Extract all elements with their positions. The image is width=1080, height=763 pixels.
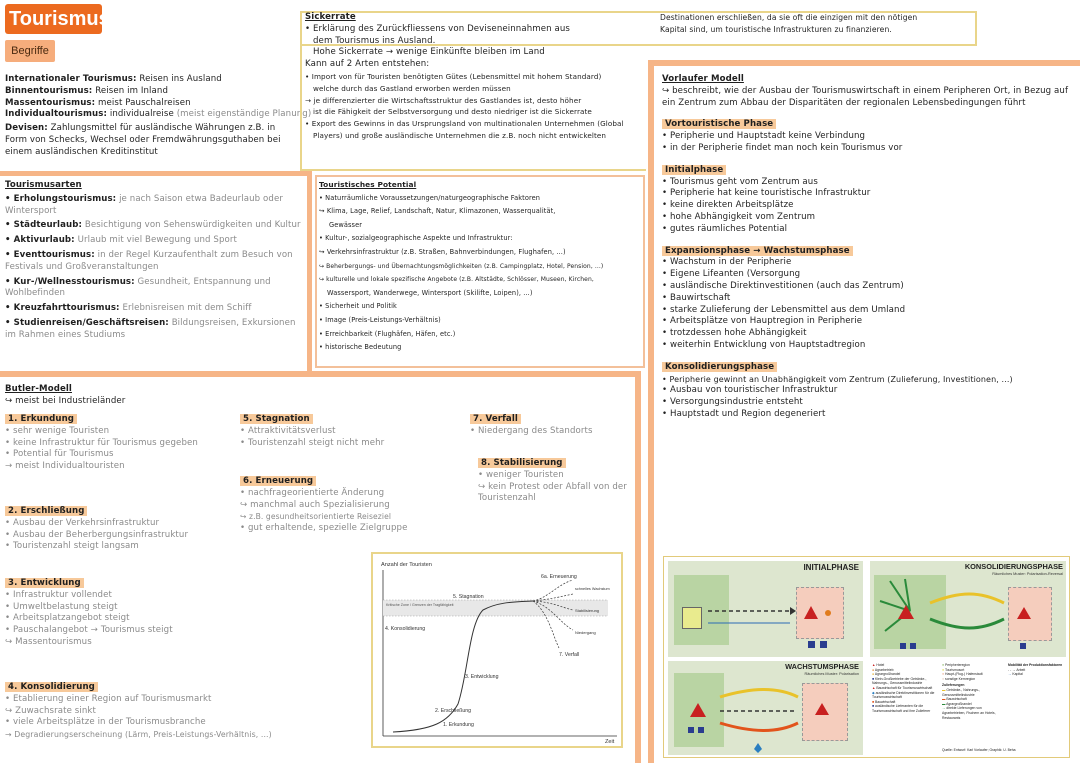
divider xyxy=(307,171,312,371)
map-panel-title: INITIALPHASE xyxy=(803,563,859,572)
phase-item: • Peripherie und Hauptstadt keine Verbindung xyxy=(662,131,866,142)
potential-heading: Touristisches Potential xyxy=(319,180,417,189)
potential-section xyxy=(319,178,643,355)
legend-item: ▬ Getränke-, Nahrungs-, Genussmittelindustrie xyxy=(942,687,981,697)
legend-item: ▲ Hotel xyxy=(872,663,885,667)
industry-marker xyxy=(688,727,694,733)
phase-block xyxy=(662,119,1072,154)
stage-heading: 2. Erschließung xyxy=(5,506,87,516)
sickerrate-line: • Erklärung des Zurückfliessens von Deviseneinnahmen aus xyxy=(305,23,570,34)
phase-item: • Arbeitsplätze von Hauptregion in Peripherie xyxy=(662,316,863,327)
divider xyxy=(635,371,641,763)
legend-left xyxy=(872,663,938,714)
sickerrate-line: ist die Fähigkeit der Selbstversorgung und desto niedriger ist die Sickerrate xyxy=(313,107,592,117)
sickerrate-heading: Sickerrate xyxy=(305,12,356,22)
potential-line: • historische Bedeutung xyxy=(319,343,402,352)
stage-item: • Etablierung einer Region auf Tourismusmarkt xyxy=(5,693,212,704)
potential-line: • Kultur-, sozialgeographische Aspekte und Infrastruktur: xyxy=(319,234,513,243)
phase-item: • Peripherie hat keine touristische Infrastruktur xyxy=(662,188,871,199)
stage-item: • Ausbau der Beherbergungsinfrastruktur xyxy=(5,529,189,540)
tourismusart-item: • Städteurlaub: Besichtigung von Sehenswürdigkeiten und Kultur xyxy=(5,220,301,231)
stage-heading: 1. Erkundung xyxy=(5,414,77,424)
sickerrate-section xyxy=(305,12,645,142)
stage-item: • Ausbau der Verkehrsinfrastruktur xyxy=(5,517,160,528)
butler-stage xyxy=(470,414,632,438)
agrar-marker xyxy=(825,610,831,616)
stage-item: • Touristenzahl steigt langsam xyxy=(5,541,139,552)
map-panel-initial xyxy=(668,561,863,657)
stage-heading: 7. Verfall xyxy=(470,414,521,424)
phase-heading: Expansionsphase → Wachstumsphase xyxy=(662,246,853,256)
map-flow-konsolidierung xyxy=(870,561,1066,657)
phase-item: • ausländische Direktinvestitionen (auch das Zentrum) xyxy=(662,280,904,291)
chart-branch-label: schnelles Wachstum xyxy=(575,587,610,591)
butler-stage xyxy=(5,414,240,473)
phase-item: • starke Zulieferung der Lebensmittel aus dem Umland xyxy=(662,304,906,315)
tourismusart-item: • Eventtourismus: in der Regel Kurzaufenthalt zum Besuch von Festivals und Großveranstaltungen xyxy=(5,249,293,272)
sickerrate-line: dem Tourismus ins Ausland. xyxy=(313,35,436,46)
stage-item: • nachfrageorientierte Änderung xyxy=(240,487,385,498)
stage-item: • Attraktivitätsverlust xyxy=(240,425,336,436)
sickerrate-continued xyxy=(660,12,972,36)
divider xyxy=(0,371,640,377)
stage-item: • gut erhaltende, spezielle Zielgruppe xyxy=(240,523,408,534)
sickerrate-line: → je differenzierter die Wirtschaftsstruktur des Gastlandes ist, desto höher xyxy=(305,95,582,105)
butler-chart-frame xyxy=(371,552,623,748)
phase-block xyxy=(662,362,1072,421)
map-panel-konsolidierung xyxy=(870,561,1066,657)
map-panel-subtitle: Räumliches Muster: Polarisation-Reversal xyxy=(992,572,1063,576)
stage-item: • Pauschalangebot → Tourismus steigt xyxy=(5,625,173,636)
stage-heading: 6. Erneuerung xyxy=(240,476,316,486)
stage-item: • keine Infrastruktur für Tourismus gegeben xyxy=(5,437,198,448)
legend-item: Zulieferungen xyxy=(942,683,965,688)
sickerrate-line: • Export des Gewinns in das Ursprungsland von multinationalen Unternehmen (Global xyxy=(305,119,624,129)
vorlaufer-section xyxy=(662,74,1072,421)
stage-item: ↪ Massentourismus xyxy=(5,636,92,647)
phase-item: • Eigene Lifeanten (Versorgung xyxy=(662,269,801,280)
arrowhead xyxy=(790,607,796,615)
legend-item: → direkte Lieferungen von Agrarbetrieben, Fischern an Hotels, Restaurants xyxy=(942,706,996,720)
butler-heading: Butler-Modell xyxy=(5,384,72,394)
sickerrate-line: Hohe Sickerrate → wenige Einkünfte bleiben im Land xyxy=(313,47,545,58)
tourismusart-item: • Kreuzfahrttourismus: Erlebnisreisen mit dem Schiff xyxy=(5,303,252,314)
butler-sub: ↪ meist bei Industrieländer xyxy=(5,395,126,406)
vorlaufer-heading: Vorlaufer Modell xyxy=(662,74,744,84)
stage-item: • Touristenzahl steigt nicht mehr xyxy=(240,437,385,448)
legend-right xyxy=(1008,663,1064,677)
chart-xlabel: Zeit xyxy=(605,739,615,745)
investment-marker xyxy=(754,743,762,753)
stage-item: → meist Individualtouristen xyxy=(5,461,125,472)
legend-mid xyxy=(942,663,1004,720)
phase-item: • in der Peripherie findet man noch kein Tourismus vor xyxy=(662,142,903,153)
local-supply-arrows xyxy=(880,579,910,631)
critical-zone-label: Kritische Zone / Grenzen der Tragfähigkeit xyxy=(386,603,454,607)
legend-item: ● Agrargroßhandel xyxy=(872,672,901,677)
stage-item: • Umweltbelastung steigt xyxy=(5,601,118,612)
sickerrate-line: Kann auf 2 Arten entstehen: xyxy=(305,59,430,70)
map-panel-subtitle: Räumliches Muster: Polarisation xyxy=(804,672,859,676)
legend-item: ■ Peripherieregion xyxy=(942,663,970,667)
stage-item: • Arbeitsplatzangebot steigt xyxy=(5,613,130,624)
tourismusart-item: • Studienreisen/Geschäftsreisen: Bildungsreisen, Exkursionen im Rahmen eines Studiums xyxy=(5,317,296,340)
legend-item: Mobilität der Produktionsfaktoren xyxy=(1008,663,1063,667)
chart-stage-label: 2. Erschließung xyxy=(435,708,472,714)
map-panel-title: WACHSTUMSPHASE xyxy=(785,662,859,671)
stage-heading: 3. Entwicklung xyxy=(5,578,84,588)
industry-marker xyxy=(910,643,916,649)
begriff-item: Devisen: Zahlungsmittel für ausländische Währungen z.B. in Form von Schecks, Wechsel oder Fremdwährungsguthaben bei einem ausländischen Kreditinstitut xyxy=(5,123,281,157)
phase-item: • Versorgungsindustrie entsteht xyxy=(662,397,803,408)
divider xyxy=(648,60,1080,66)
divider xyxy=(0,171,312,176)
supply-arrow xyxy=(720,690,798,698)
legend-item: ● Agrarbetrieb xyxy=(872,667,894,672)
phase-item: • hohe Abhängigkeit vom Zentrum xyxy=(662,211,816,222)
legend-item: ■ sonstige Kernregion xyxy=(942,676,976,681)
stage-heading: 8. Stabilisierung xyxy=(478,458,566,468)
phase-block xyxy=(662,246,1072,352)
legend-item: ▬ Agrargroßhandel xyxy=(942,701,972,706)
chart-stage-label: Niedergang xyxy=(575,630,596,635)
branch-erneuerung xyxy=(533,580,573,601)
legend-item: ◆ ausländische Direktinvestitionen für die Tourismuswirtschaft xyxy=(872,690,935,700)
chart-stage-label: 7. Verfall xyxy=(559,652,580,658)
tourismusarten-heading: Tourismusarten xyxy=(5,180,82,190)
phase-item: • Hauptstadt und Region degeneriert xyxy=(662,408,826,419)
hotel-marker xyxy=(1017,607,1031,619)
hotel-marker xyxy=(690,703,706,717)
phase-item: • Ausbau von touristischer Infrastruktur xyxy=(662,385,838,396)
butler-stage xyxy=(478,458,633,505)
stage-item: ↪ z.B. gesundheitsorientierte Reiseziel xyxy=(240,512,392,522)
vorlaufer-intro: ↪ beschreibt, wie der Ausbau der Tourismuswirtschaft in einem Peripheren Ort, in Bezug auf ein Zentrum zum Abbau der Disparitäten der regionalen Lebensbedingungen führt xyxy=(662,85,1069,108)
industry-marker xyxy=(1020,643,1026,649)
butler-stage xyxy=(240,414,460,449)
sickerrate-line: Players) und große ausländische Unternehmen die z.B. noch nicht entwickelten xyxy=(313,130,607,140)
phase-item: • weiterhin Entwicklung von Hauptstadtregion xyxy=(662,339,866,350)
tourismusart-item: • Kur-/Wellnesstourismus: Gesundheit, Entspannung und Wohlbefinden xyxy=(5,276,271,299)
industry-marker xyxy=(900,643,906,649)
butler-stage xyxy=(5,506,240,553)
supply-arrow xyxy=(720,723,798,731)
butler-stage xyxy=(5,578,240,649)
legend-item: ▬ Bauwirtschaft xyxy=(942,697,967,702)
tourismusart-item: • Aktivurlaub: Urlaub mit viel Bewegung und Sport xyxy=(5,235,237,246)
begriff-item: Internationaler Tourismus: Reisen ins Ausland xyxy=(5,74,222,84)
phase-block xyxy=(662,165,1072,236)
sickerrate-line: welche durch das Gastland erworben werden müssen xyxy=(313,83,511,93)
stage-heading: 5. Stagnation xyxy=(240,414,313,424)
phase-heading: Konsolidierungsphase xyxy=(662,362,777,372)
industry-marker xyxy=(820,641,827,648)
legend-item: → Kapital xyxy=(1008,672,1023,677)
industry-marker xyxy=(698,727,704,733)
map-flow-initial xyxy=(668,561,863,657)
hotel-marker xyxy=(804,606,818,619)
stage-item: ↪ manchmal auch Spezialisierung xyxy=(240,499,390,510)
section-badge-begriffe: Begriffe xyxy=(5,40,55,62)
stage-item: • viele Arbeitsplätze in der Tourismusbranche xyxy=(5,717,206,728)
phase-heading: Initialphase xyxy=(662,165,726,175)
chart-stage-label: 1. Erkundung xyxy=(443,722,474,728)
phase-item: • Wachstum in der Peripherie xyxy=(662,257,792,268)
phase-item: • trotzdessen hohe Abhängigkeit xyxy=(662,328,807,339)
stage-item: ↪ kein Protest oder Abfall von der Touristenzahl xyxy=(478,481,627,504)
stage-item: • weniger Touristen xyxy=(478,469,564,480)
stage-item: → Degradierungserscheinung (Lärm, Preis-Leistungs-Verhältnis, ...) xyxy=(5,730,272,740)
hotel-marker xyxy=(815,703,829,715)
chart-stage-label: 6a. Erneuerung xyxy=(541,574,577,580)
begriffe-list xyxy=(5,74,312,159)
sickerrate-continued-line: Destinationen erschließen, da sie oft die einzigen mit den nötigen xyxy=(660,13,918,22)
potential-line: ↪ Klima, Lage, Relief, Landschaft, Natur, Klimazonen, Wasserqualität, xyxy=(319,207,556,216)
map-legend xyxy=(870,661,1066,755)
chart-stage-label: 4. Konsolidierung xyxy=(385,626,426,632)
industry-marker xyxy=(808,641,815,648)
page-title: Tourismus xyxy=(5,4,102,34)
legend-item: ■ Klein-Großbetriebe der Getränke-, Nahrungs-, Genussmittelindustrie xyxy=(872,676,927,686)
map-flow-wachstum xyxy=(668,661,863,755)
potential-line: ↪ kulturelle und lokale spezifische Angebote (z.B. Altstädte, Schlösser, Museen, Kirchen, xyxy=(319,276,594,284)
sickerrate-continued-line: Kapital sind, um touristische Infrastrukturen zu finanzieren. xyxy=(660,24,892,34)
legend-item: - - → Arbeit xyxy=(1008,667,1026,672)
stage-item: • Niedergang des Standorts xyxy=(470,425,593,436)
potential-line: • Sicherheit und Politik xyxy=(319,302,397,311)
map-panel-title: KONSOLIDIERUNGSPHASE xyxy=(964,562,1063,571)
legend-item: ■ ausländische Lieferanten für die Tourismuswirtschaft und ihre Zulieferer xyxy=(872,704,931,713)
stage-heading: 4. Konsolidierung xyxy=(5,682,98,692)
legend-item: ■ Tourismusort xyxy=(942,667,965,672)
butler-stage xyxy=(240,476,465,535)
phase-item: • keine direkten Arbeitsplätze xyxy=(662,200,794,211)
potential-line: ↪ Verkehrsinfrastruktur (z.B. Straßen, Bahnverbindungen, Flughafen, ...) xyxy=(319,247,566,256)
supply-arrow xyxy=(930,594,1004,603)
divider xyxy=(648,60,654,763)
butler-stage xyxy=(5,682,370,741)
supply-arrow xyxy=(930,619,1004,628)
map-source: Quelle: Entwurf: Karl Vorlaufer; Graphik: U. Beha xyxy=(942,748,1016,753)
phase-item: • Tourismus geht vom Zentrum aus xyxy=(662,176,818,187)
butler-header xyxy=(5,384,225,408)
legend-item: ▲ Bauwirtschaft für Tourismuswirtschaft xyxy=(872,685,933,690)
legend-item: ■ Bauwirtschaft xyxy=(872,699,896,704)
vorlaufer-map-figure xyxy=(663,556,1070,758)
potential-line: • Erreichbarkeit (Flughäfen, Häfen, etc.) xyxy=(319,329,456,338)
phase-heading: Vortouristische Phase xyxy=(662,119,776,129)
tourismusart-item: • Erholungstourismus: je nach Saison etwa Badeurlaub oder Wintersport xyxy=(5,193,283,216)
potential-line: • Image (Preis-Leistungs-Verhältnis) xyxy=(319,315,441,324)
phase-item: • Peripherie gewinnt an Unabhängigkeit vom Zentrum (Zulieferung, Investitionen, ...) xyxy=(662,374,1013,384)
sickerrate-line: • Import von für Touristen benötigten Gütes (Lebensmittel mit hohem Standard) xyxy=(305,71,602,81)
legend-item: ■ Haupt-(Flug-) Hafenstadt xyxy=(942,672,983,677)
stage-item: ↪ Zuwachsrate sinkt xyxy=(5,705,96,716)
phase-item: • Bauwirtschaft xyxy=(662,292,731,303)
chart-stage-label: 5. Stagnation xyxy=(453,594,484,600)
potential-line: ↪ Beherbergungs- und Übernachtungsmöglichkeiten (z.B. Campingplatz, Hotel, Pension, ...) xyxy=(319,262,604,270)
map-panel-wachstum xyxy=(668,661,863,755)
butler-chart xyxy=(373,554,621,746)
potential-line: Gewässer xyxy=(329,220,363,229)
potential-line: • Naturräumliche Voraussetzungen/naturgeographische Faktoren xyxy=(319,193,541,202)
begriff-item: Individualtourismus: individualreise (meist eigenständige Planung) xyxy=(5,109,312,120)
potential-line: Wassersport, Wanderwege, Wintersport (Skilifte, Loipen), ...) xyxy=(327,288,533,297)
tourismusarten-section xyxy=(5,180,303,342)
begriff-item: Binnentourismus: Reisen im Inland xyxy=(5,85,169,96)
chart-ylabel: Anzahl der Touristen xyxy=(381,562,432,568)
stage-item: • Potential für Tourismus xyxy=(5,449,114,460)
begriff-item: Massentourismus: meist Pauschalreisen xyxy=(5,97,191,108)
stage-item: • sehr wenige Touristen xyxy=(5,425,110,436)
chart-stage-label: 3. Entwicklung xyxy=(465,674,499,680)
stage-item: • Infrastruktur vollendet xyxy=(5,589,112,600)
chart-stage-label: Stabilisierung xyxy=(575,608,600,613)
phase-item: • gutes räumliches Potential xyxy=(662,223,788,234)
